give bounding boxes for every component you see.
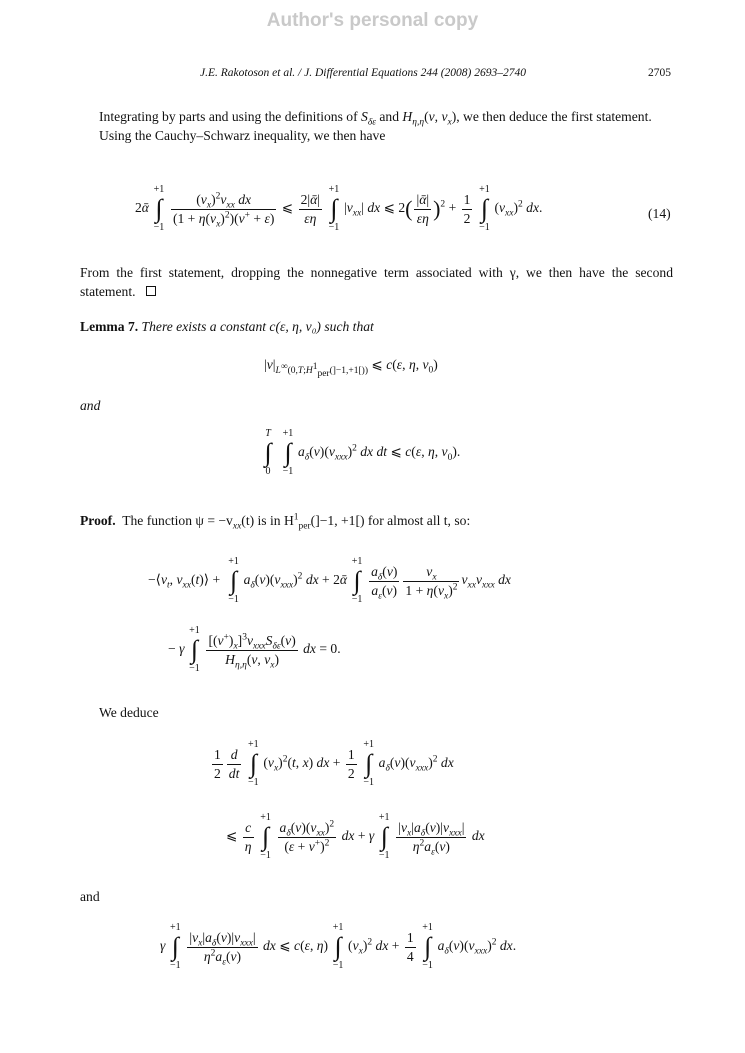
proof-intro: Proof. The function $\psi = -v_{xx}(t)$ is in $H^1_{per}(]-1$, +1[) for almost all t, so:: [80, 512, 471, 532]
equation-final: γ +1 ∫ −1 $\frac{|v_x|a_\delta(v)|v_{xxx}|}{\eta^2a_\varepsilon(v)}$ dx ⩽ c(ε, η) +1 ∫ −1 $(v_x)^2$ dx + $\frac{1}{4}$ +1 ∫ −1 $a_\delta(v)(v_{xxx})^2$ dx.: [160, 922, 517, 971]
we-deduce: We deduce: [99, 705, 159, 720]
qed-square-icon: [146, 286, 156, 296]
equation-proof-line1: $-⟨v_t$, $v_{xx}(t)⟩$ + +1 ∫ −1 $a_\delta(v)(v_{xxx})^2$ dx + 2ᾱ +1 ∫ −1 $\frac{a_\delta(v)}{a_\varepsilon(v)}$ $\frac{v_x}{1 + \eta(v_x)^2}$ $v_{xx}v_{xxx}$ dx: [148, 556, 511, 605]
paragraph-cauchy-schwarz: Using the Cauchy–Schwarz inequality, we then have: [99, 128, 386, 143]
paragraph-second-statement: From the first statement, dropping the nonnegative term associated with γ, we then have the second statement.: [80, 265, 673, 299]
equation-number-14: (14): [648, 206, 671, 221]
lemma-7: Lemma 7. There exists a constant c(ε, η, v₀) such that: [80, 319, 374, 334]
and-plain: and: [80, 889, 100, 904]
equation-lemma-integral: T ∫ 0 +1 ∫ −1 $a_\delta(v)(v_{xxx})^2$ dx dt ⩽ c(ε, η, $v_0$).: [264, 428, 461, 477]
equation-proof-line2: − γ +1 ∫ −1 $\frac{[(v^+)_x]^3v_{xxx}S_{\delta\varepsilon}(v)}{H_{\eta,\eta}(v, v_x)}$ dx = 0.: [168, 625, 341, 674]
watermark: Author's personal copy: [266, 10, 479, 31]
equation-deduce-line1: $\frac{1}{2}$ $\frac{d}{dt}$ +1 ∫ −1 $(v_x)^2(t$, x) dx + $\frac{1}{2}$ +1 ∫ −1 $a_\delta(v)(v_{xxx})^2$ dx: [214, 739, 454, 788]
equation-lemma-bound: $|v|_{L^\infty(0,T;H^1_{per}(]-1,+1[))}$ ⩽ c(ε, η, $v_0$): [264, 357, 438, 379]
running-header: J.E. Rakotoson et al. / J. Differential Equations 244 (2008) 2693–2740: [200, 67, 527, 79]
paragraph-integration: Integrating by parts and using the definitions of $S_{\delta\varepsilon}$ and $H_{\eta,\eta}(v$, $v_x$), we then deduce the first statement. Using the Cauchy–Schwarz inequality, we then have: [80, 107, 673, 145]
page-number: 2705: [648, 67, 671, 79]
and-italic: and: [80, 398, 101, 413]
equation-14: 2ᾱ +1 ∫ −1 $\frac{(v_x)^2v_{xx} dx}{(1 + \eta(v_x)^2)(v^+ + \varepsilon)}$ ⩽ $\frac{\text{2|ᾱ|}}{\varepsilon\eta}$ +1 ∫ −1 $|v_{xx}|$ dx ⩽ 2( $\frac{\text{|ᾱ|}}{\varepsilon\eta}$ )$^2$ + $\frac{1}{2}$ +1 ∫ −1 $(v_{xx})^2$ dx.: [135, 184, 543, 233]
equation-deduce-line2: ⩽ $\frac{c}{\eta}$ +1 ∫ −1 $\frac{a_\delta(v)(v_{xx})^2}{(\varepsilon + v^+)^2}$ dx + γ +1 ∫ −1 $\frac{|v_x|a_\delta(v)|v_{xxx}|}{\eta^2a_\varepsilon(v)}$ dx: [226, 812, 485, 861]
